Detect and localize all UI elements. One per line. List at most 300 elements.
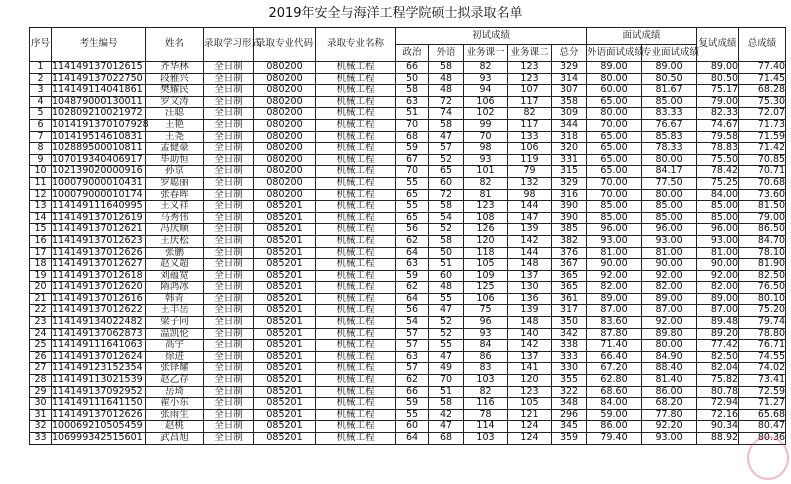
cell-foreign-interview: 82.00	[587, 282, 642, 294]
cell-total: 316	[552, 189, 587, 201]
cell-total: 367	[552, 259, 587, 271]
cell-major-code: 080200	[254, 154, 316, 166]
cell-politics: 57	[396, 363, 429, 375]
cell-study-form: 全日制	[204, 363, 254, 375]
cell-total: 329	[552, 177, 587, 189]
cell-name: 赵桃	[146, 421, 204, 433]
cell-name: 毕助恒	[146, 154, 204, 166]
cell-english: 68	[429, 433, 464, 445]
cell-retest: 90.00	[697, 259, 739, 271]
cell-study-form: 全日制	[204, 421, 254, 433]
cell-course1: 82	[464, 62, 508, 74]
cell-major-name: 机械工程	[316, 224, 396, 236]
cell-final: 76.71	[739, 340, 786, 352]
cell-politics: 65	[396, 189, 429, 201]
cell-total: 385	[552, 224, 587, 236]
cell-foreign-interview: 66.40	[587, 351, 642, 363]
cell-major-interview: 92.00	[642, 317, 697, 329]
cell-exam-no: 114149111641063	[52, 340, 146, 352]
cell-name: 梁子同	[146, 317, 204, 329]
cell-final: 84.70	[739, 235, 786, 247]
cell-major-name: 机械工程	[316, 247, 396, 259]
cell-seq: 24	[30, 328, 52, 340]
cell-major-interview: 88.40	[642, 363, 697, 375]
cell-english: 52	[429, 154, 464, 166]
cell-politics: 62	[396, 235, 429, 247]
cell-major-code: 085201	[254, 235, 316, 247]
cell-course2: 121	[508, 409, 552, 421]
cell-foreign-interview: 62.80	[587, 375, 642, 387]
cell-final: 65.68	[739, 409, 786, 421]
cell-seq: 10	[30, 166, 52, 178]
cell-politics: 59	[396, 270, 429, 282]
cell-major-code: 085201	[254, 398, 316, 410]
cell-exam-no: 114149137012616	[52, 293, 146, 305]
cell-course2: 133	[508, 131, 552, 143]
col-foreign-interview: 外语面试成绩	[587, 45, 642, 62]
cell-seq: 21	[30, 293, 52, 305]
cell-retest: 79.00	[697, 96, 739, 108]
cell-course2: 148	[508, 259, 552, 271]
cell-course1: 82	[464, 177, 508, 189]
cell-total: 329	[552, 62, 587, 74]
cell-foreign-interview: 80.00	[587, 73, 642, 85]
cell-english: 58	[429, 235, 464, 247]
cell-retest: 77.42	[697, 340, 739, 352]
cell-name: 赵乙存	[146, 375, 204, 387]
cell-study-form: 全日制	[204, 270, 254, 282]
cell-foreign-interview: 65.00	[587, 131, 642, 143]
cell-politics: 55	[396, 177, 429, 189]
cell-course2: 98	[508, 189, 552, 201]
cell-final: 71.42	[739, 143, 786, 155]
cell-english: 54	[429, 212, 464, 224]
cell-foreign-interview: 81.00	[587, 247, 642, 259]
cell-name: 冯庆顺	[146, 224, 204, 236]
cell-exam-no: 114149137012620	[52, 282, 146, 294]
cell-english: 58	[429, 62, 464, 74]
cell-major-interview: 85.83	[642, 131, 697, 143]
cell-major-code: 085201	[254, 259, 316, 271]
cell-major-code: 085201	[254, 293, 316, 305]
cell-foreign-interview: 85.00	[587, 212, 642, 224]
cell-seq: 22	[30, 305, 52, 317]
cell-name: 张雨生	[146, 409, 204, 421]
cell-course1: 126	[464, 224, 508, 236]
cell-seq: 26	[30, 351, 52, 363]
col-major-code: 录取专业代码	[254, 28, 316, 62]
cell-foreign-interview: 70.00	[587, 177, 642, 189]
cell-total: 330	[552, 363, 587, 375]
cell-major-name: 机械工程	[316, 282, 396, 294]
cell-final: 79.00	[739, 212, 786, 224]
cell-study-form: 全日制	[204, 166, 254, 178]
cell-english: 72	[429, 96, 464, 108]
cell-seq: 30	[30, 398, 52, 410]
cell-course2: 137	[508, 351, 552, 363]
cell-politics: 68	[396, 131, 429, 143]
cell-exam-no: 102889500010811	[52, 143, 146, 155]
cell-major-name: 机械工程	[316, 73, 396, 85]
cell-major-name: 机械工程	[316, 386, 396, 398]
cell-course1: 103	[464, 433, 508, 445]
table-row	[30, 143, 786, 155]
cell-study-form: 全日制	[204, 96, 254, 108]
cell-major-interview: 90.00	[642, 259, 697, 271]
cell-retest: 82.33	[697, 108, 739, 120]
cell-major-code: 085201	[254, 409, 316, 421]
cell-retest: 74.67	[697, 119, 739, 131]
col-name: 姓名	[146, 28, 204, 62]
cell-major-code: 080200	[254, 85, 316, 97]
cell-seq: 1	[30, 62, 52, 74]
cell-exam-no: 114149137012623	[52, 235, 146, 247]
cell-politics: 64	[396, 433, 429, 445]
cell-politics: 50	[396, 73, 429, 85]
cell-total: 365	[552, 282, 587, 294]
cell-exam-no: 114149137012626	[52, 247, 146, 259]
cell-course1: 116	[464, 398, 508, 410]
cell-exam-no: 114149137062873	[52, 328, 146, 340]
cell-retest: 90.34	[697, 421, 739, 433]
cell-major-code: 085201	[254, 282, 316, 294]
cell-major-code: 085201	[254, 247, 316, 259]
cell-name: 隋鸿冰	[146, 282, 204, 294]
cell-major-interview: 83.33	[642, 108, 697, 120]
cell-major-interview: 92.20	[642, 421, 697, 433]
cell-course1: 75	[464, 305, 508, 317]
cell-major-interview: 68.20	[642, 398, 697, 410]
cell-politics: 51	[396, 108, 429, 120]
header-row-1	[30, 28, 786, 45]
cell-exam-no: 114149137012626	[52, 409, 146, 421]
cell-course1: 106	[464, 293, 508, 305]
cell-major-name: 机械工程	[316, 189, 396, 201]
cell-seq: 6	[30, 119, 52, 131]
cell-major-name: 机械工程	[316, 235, 396, 247]
cell-course2: 120	[508, 375, 552, 387]
cell-politics: 55	[396, 409, 429, 421]
cell-seq: 2	[30, 73, 52, 85]
cell-seq: 16	[30, 235, 52, 247]
cell-retest: 89.00	[697, 293, 739, 305]
cell-course2: 139	[508, 224, 552, 236]
cell-foreign-interview: 89.00	[587, 293, 642, 305]
cell-major-interview: 89.00	[642, 293, 697, 305]
cell-foreign-interview: 87.00	[587, 305, 642, 317]
table-row	[30, 375, 786, 387]
cell-exam-no: 114149137012619	[52, 212, 146, 224]
cell-major-name: 机械工程	[316, 85, 396, 97]
cell-exam-no: 100079000010174	[52, 189, 146, 201]
cell-major-code: 085201	[254, 375, 316, 387]
cell-retest: 81.00	[697, 247, 739, 259]
cell-foreign-interview: 87.80	[587, 328, 642, 340]
cell-major-code: 085201	[254, 212, 316, 224]
cell-study-form: 全日制	[204, 409, 254, 421]
cell-course1: 106	[464, 96, 508, 108]
cell-final: 73.60	[739, 189, 786, 201]
table-row	[30, 305, 786, 317]
cell-major-code: 080200	[254, 96, 316, 108]
cell-foreign-interview: 84.00	[587, 398, 642, 410]
cell-major-code: 085201	[254, 201, 316, 213]
cell-major-name: 机械工程	[316, 293, 396, 305]
cell-politics: 62	[396, 375, 429, 387]
cell-major-code: 085201	[254, 433, 316, 445]
cell-seq: 17	[30, 247, 52, 259]
cell-major-interview: 96.00	[642, 224, 697, 236]
cell-major-interview: 93.00	[642, 235, 697, 247]
cell-name: 温凯伦	[146, 328, 204, 340]
cell-final: 81.90	[739, 259, 786, 271]
table-row	[30, 189, 786, 201]
cell-retest: 82.50	[697, 351, 739, 363]
cell-course1: 93	[464, 328, 508, 340]
cell-name: 张鹏	[146, 247, 204, 259]
cell-exam-no: 114149137012624	[52, 351, 146, 363]
cell-exam-no: 114149113021539	[52, 375, 146, 387]
cell-english: 47	[429, 351, 464, 363]
cell-english: 47	[429, 421, 464, 433]
cell-total: 314	[552, 73, 587, 85]
cell-exam-no: 114149137012622	[52, 305, 146, 317]
cell-total: 320	[552, 143, 587, 155]
cell-exam-no: 114149111641150	[52, 398, 146, 410]
cell-course2: 132	[508, 177, 552, 189]
cell-course1: 70	[464, 131, 508, 143]
cell-final: 71.59	[739, 131, 786, 143]
table-row	[30, 96, 786, 108]
cell-name: 王义祥	[146, 201, 204, 213]
cell-total: 342	[552, 328, 587, 340]
cell-name: 刘蕴宽	[146, 270, 204, 282]
col-study-form: 录取学习形式	[204, 28, 254, 62]
cell-final: 72.59	[739, 386, 786, 398]
cell-name: 马秀伟	[146, 212, 204, 224]
cell-study-form: 全日制	[204, 143, 254, 155]
cell-total: 358	[552, 96, 587, 108]
cell-total: 317	[552, 305, 587, 317]
cell-course2: 117	[508, 96, 552, 108]
cell-major-interview: 80.00	[642, 340, 697, 352]
cell-english: 55	[429, 340, 464, 352]
cell-major-code: 080200	[254, 143, 316, 155]
cell-major-code: 080200	[254, 119, 316, 131]
cell-major-interview: 81.00	[642, 247, 697, 259]
col-retest: 复试成绩	[697, 28, 739, 62]
cell-study-form: 全日制	[204, 317, 254, 329]
cell-final: 80.36	[739, 433, 786, 445]
cell-politics: 59	[396, 398, 429, 410]
cell-name: 王尧	[146, 131, 204, 143]
table-row	[30, 224, 786, 236]
cell-seq: 9	[30, 154, 52, 166]
cell-total: 296	[552, 409, 587, 421]
cell-major-interview: 84.90	[642, 351, 697, 363]
cell-seq: 14	[30, 212, 52, 224]
cell-name: 翟小东	[146, 398, 204, 410]
cell-foreign-interview: 83.60	[587, 317, 642, 329]
document-title: 2019年安全与海洋工程学院硕士拟录取名单	[268, 6, 523, 21]
cell-seq: 12	[30, 189, 52, 201]
cell-final: 75.20	[739, 305, 786, 317]
cell-retest: 75.25	[697, 177, 739, 189]
cell-total: 365	[552, 270, 587, 282]
cell-study-form: 全日制	[204, 119, 254, 131]
cell-exam-no: 104879000130011	[52, 96, 146, 108]
cell-exam-no: 114149111640995	[52, 201, 146, 213]
cell-foreign-interview: 93.00	[587, 235, 642, 247]
cell-exam-no: 102139020000916	[52, 166, 146, 178]
cell-foreign-interview: 65.00	[587, 154, 642, 166]
cell-seq: 11	[30, 177, 52, 189]
col-major-name: 录取专业名称	[316, 28, 396, 62]
interview-group-header: 面试成绩	[587, 28, 697, 45]
cell-seq: 13	[30, 201, 52, 213]
cell-final: 80.10	[739, 293, 786, 305]
cell-english: 65	[429, 166, 464, 178]
table-row	[30, 433, 786, 445]
cell-retest: 78.83	[697, 143, 739, 155]
cell-english: 48	[429, 282, 464, 294]
cell-politics: 65	[396, 212, 429, 224]
cell-foreign-interview: 92.00	[587, 270, 642, 282]
cell-major-name: 机械工程	[316, 328, 396, 340]
cell-course2: 141	[508, 363, 552, 375]
cell-english: 47	[429, 131, 464, 143]
table-row	[30, 108, 786, 120]
cell-course1: 98	[464, 143, 508, 155]
cell-exam-no: 114149137022750	[52, 73, 146, 85]
cell-name: 汪聪	[146, 108, 204, 120]
cell-major-code: 085201	[254, 270, 316, 282]
cell-major-code: 085201	[254, 386, 316, 398]
col-politics: 政治	[396, 45, 429, 62]
cell-course2: 130	[508, 282, 552, 294]
cell-study-form: 全日制	[204, 328, 254, 340]
cell-final: 74.02	[739, 363, 786, 375]
cell-course1: 120	[464, 235, 508, 247]
cell-english: 55	[429, 293, 464, 305]
cell-politics: 55	[396, 201, 429, 213]
cell-name: 张春晖	[146, 189, 204, 201]
table-row	[30, 166, 786, 178]
cell-foreign-interview: 65.00	[587, 143, 642, 155]
table-row	[30, 282, 786, 294]
cell-major-code: 085201	[254, 328, 316, 340]
cell-study-form: 全日制	[204, 375, 254, 387]
cell-foreign-interview: 67.20	[587, 363, 642, 375]
cell-major-code: 085201	[254, 305, 316, 317]
col-major-interview: 专业面试成绩	[642, 45, 697, 62]
cell-major-interview: 76.67	[642, 119, 697, 131]
cell-name: 岳琦	[146, 386, 204, 398]
cell-study-form: 全日制	[204, 212, 254, 224]
table-row	[30, 154, 786, 166]
cell-course1: 86	[464, 351, 508, 363]
cell-course2: 140	[508, 328, 552, 340]
table-row	[30, 317, 786, 329]
cell-course1: 84	[464, 340, 508, 352]
col-total: 总分	[552, 45, 587, 62]
cell-politics: 66	[396, 386, 429, 398]
cell-english: 57	[429, 143, 464, 155]
cell-major-code: 085201	[254, 317, 316, 329]
cell-final: 78.80	[739, 328, 786, 340]
cell-course2: 124	[508, 421, 552, 433]
table-row	[30, 328, 786, 340]
col-exam-no: 考生编号	[52, 28, 146, 62]
cell-total: 344	[552, 119, 587, 131]
table-row	[30, 131, 786, 143]
cell-seq: 28	[30, 375, 52, 387]
cell-course1: 108	[464, 212, 508, 224]
cell-study-form: 全日制	[204, 154, 254, 166]
cell-total: 322	[552, 386, 587, 398]
cell-seq: 7	[30, 131, 52, 143]
cell-major-code: 085201	[254, 421, 316, 433]
cell-foreign-interview: 71.40	[587, 340, 642, 352]
cell-english: 52	[429, 317, 464, 329]
cell-total: 338	[552, 340, 587, 352]
cell-course1: 93	[464, 154, 508, 166]
cell-course2: 147	[508, 212, 552, 224]
cell-foreign-interview: 80.00	[587, 108, 642, 120]
cell-foreign-interview: 68.60	[587, 386, 642, 398]
cell-major-name: 机械工程	[316, 154, 396, 166]
cell-major-interview: 78.33	[642, 143, 697, 155]
cell-name: 王庆松	[146, 235, 204, 247]
table-row	[30, 119, 786, 131]
cell-major-name: 机械工程	[316, 270, 396, 282]
cell-politics: 56	[396, 305, 429, 317]
cell-course2: 119	[508, 154, 552, 166]
cell-retest: 79.58	[697, 131, 739, 143]
cell-major-interview: 85.00	[642, 212, 697, 224]
cell-course2: 148	[508, 317, 552, 329]
cell-politics: 59	[396, 143, 429, 155]
cell-study-form: 全日制	[204, 108, 254, 120]
cell-study-form: 全日制	[204, 247, 254, 259]
cell-politics: 70	[396, 119, 429, 131]
cell-course2: 105	[508, 398, 552, 410]
cell-major-name: 机械工程	[316, 409, 396, 421]
cell-study-form: 全日制	[204, 201, 254, 213]
cell-total: 333	[552, 351, 587, 363]
cell-seq: 29	[30, 386, 52, 398]
cell-exam-no: 114149123152354	[52, 363, 146, 375]
cell-politics: 63	[396, 351, 429, 363]
cell-seq: 25	[30, 340, 52, 352]
cell-retest: 85.00	[697, 212, 739, 224]
cell-study-form: 全日制	[204, 235, 254, 247]
col-course2: 业务课二	[508, 45, 552, 62]
cell-total: 361	[552, 293, 587, 305]
cell-final: 68.28	[739, 85, 786, 97]
cell-retest: 80.50	[697, 73, 739, 85]
cell-course1: 114	[464, 421, 508, 433]
cell-study-form: 全日制	[204, 62, 254, 74]
cell-politics: 57	[396, 340, 429, 352]
cell-major-name: 机械工程	[316, 143, 396, 155]
cell-total: 345	[552, 421, 587, 433]
cell-total: 331	[552, 154, 587, 166]
cell-major-interview: 87.00	[642, 305, 697, 317]
cell-major-name: 机械工程	[316, 433, 396, 445]
cell-study-form: 全日制	[204, 340, 254, 352]
cell-major-name: 机械工程	[316, 201, 396, 213]
